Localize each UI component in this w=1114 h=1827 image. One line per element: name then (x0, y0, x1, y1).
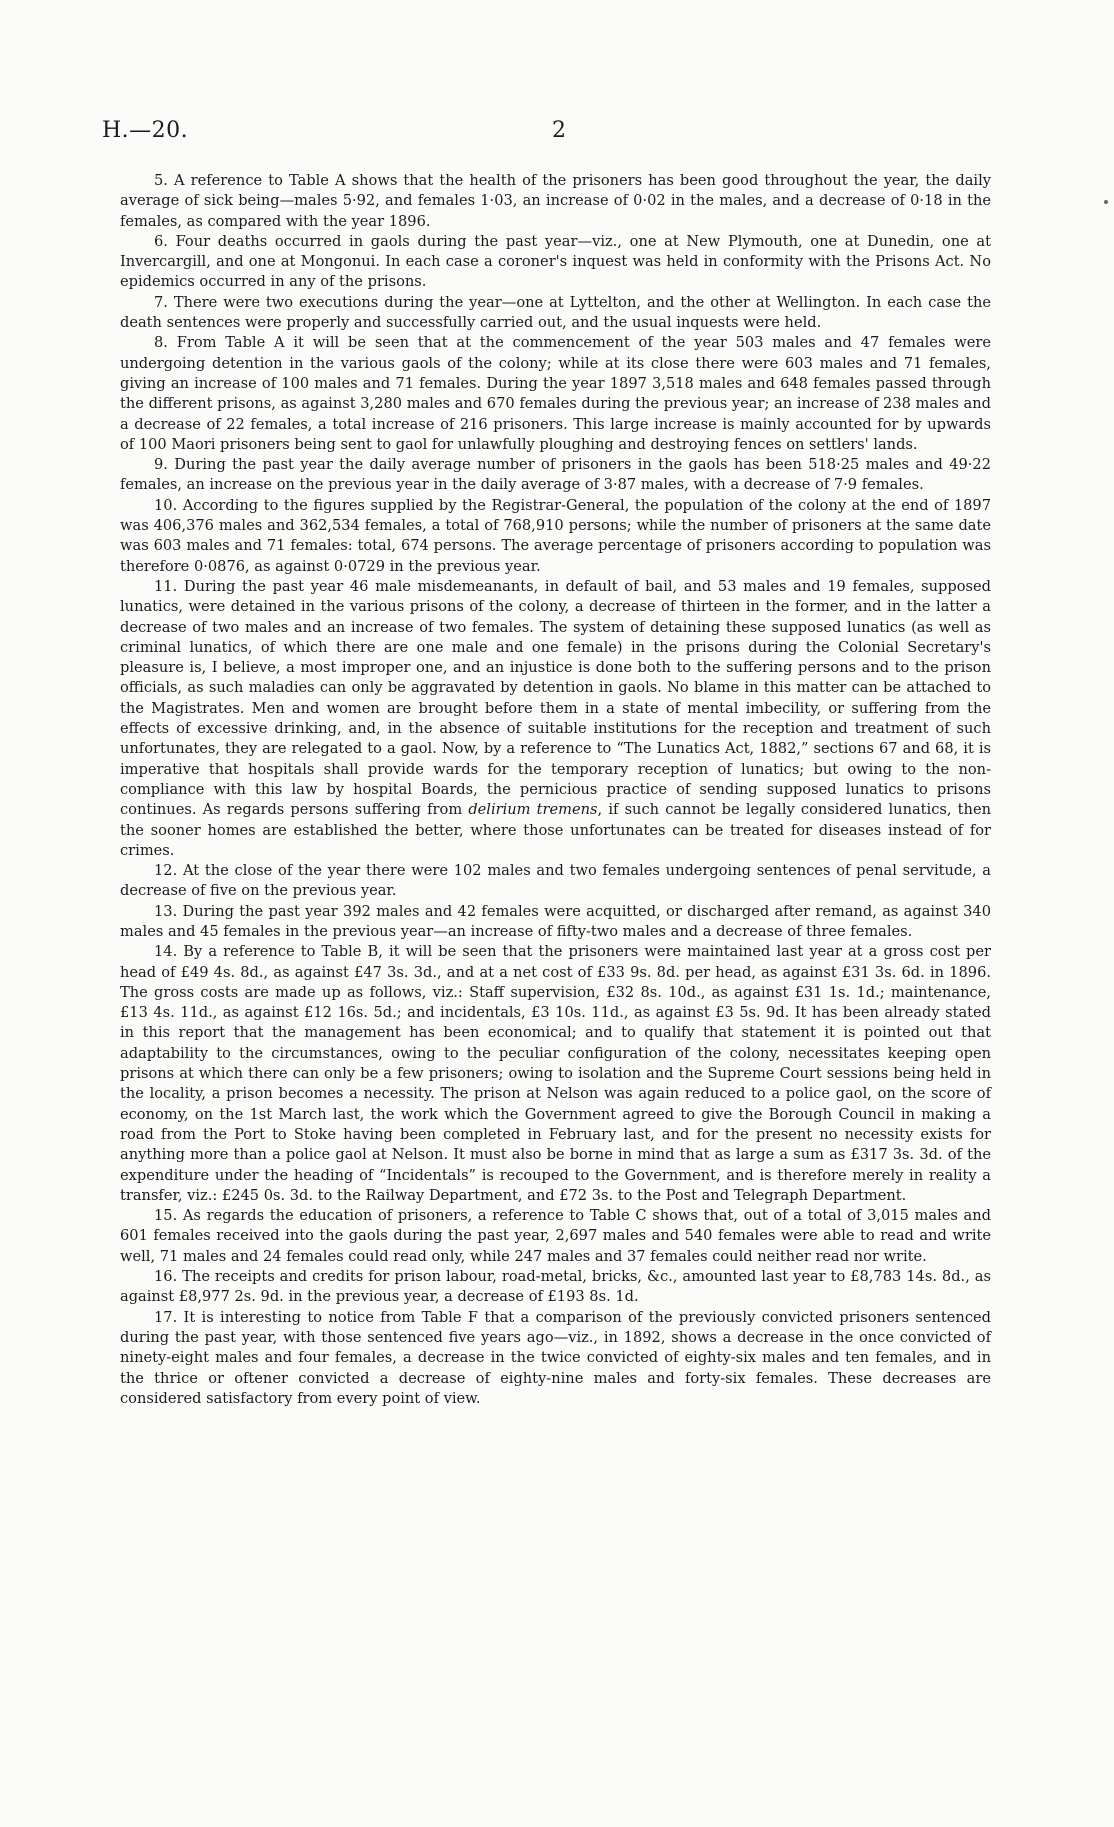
page-number: 2 (552, 118, 566, 143)
document-body (120, 171, 991, 1409)
paragraph-5: 5. A reference to Table A shows that the health of the prisoners has been good throughout the year, the daily average of sick being—males 5·92, and females 1·03, an increase of 0·02 in the males, and a decrease of 0·18 in the females, as compared with the year 1896. (120, 172, 991, 230)
paragraph-7: 7. There were two executions during the year—one at Lyttelton, and the other at Wellington. In each case the death sentences were properly and successfully carried out, and the usual inquests were held. (120, 293, 991, 332)
paragraph-13: 13. During the past year 392 males and 42 females were acquitted, or discharged after remand, as against 340 males and 45 females in the previous year—an increase of fifty-two males and a decrease of three females. (120, 902, 991, 940)
paragraph-10: 10. According to the figures supplied by the Registrar-General, the population of the colony at the end of 1897 was 406,376 males and 362,534 females, a total of 768,910 persons; while the number of prisoners at the same date was 603 males and 71 females: total, 674 persons. The average percentage of prisoners according to population was therefore 0·0876, as against 0·0729 in the previous year. (120, 496, 991, 575)
paragraph-6: 6. Four deaths occurred in gaols during the past year—viz., one at New Plymouth, one at Dunedin, one at Invercargill, and one at Mongonui. In each case a coroner's inquest was held in conformity with the Prisons Act. No epidemics occurred in any of the prisons. (120, 232, 991, 291)
paragraph-11-emphasis: delirium tremens (468, 801, 598, 819)
paragraph-16: 16. The receipts and credits for prison labour, road-metal, bricks, &c., amounted last year to £8,783 14s. 8d., as against £8,977 2s. 9d. in the previous year, a decrease of £193 8s. 1d. (120, 1268, 991, 1306)
paragraph-17: 17. It is interesting to notice from Table F that a comparison of the previously convicted prisoners sentenced during the past year, with those sentenced five years ago—viz., in 1892, shows a decrease in the once convicted of ninety-eight males and four females, a decrease in the twice convicted of eighty-six males and ten females, and in the thrice or oftener convicted a decrease of eighty-nine males and forty-six females. These decreases are considered satisfactory from every point of view. (120, 1308, 991, 1407)
paragraph-15: 15. As regards the education of prisoners, a reference to Table C shows that, out of a total of 3,015 males and 601 females received into the gaols during the past year, 2,697 males and 540 females were able to read and write well, 71 males and 24 females could read only, while 247 males and 37 females could neither read nor write. (120, 1207, 991, 1265)
paragraph-12: 12. At the close of the year there were 102 males and two females undergoing sentences of penal servitude, a decrease of five on the previous year. (120, 862, 991, 900)
margin-mark (1104, 200, 1108, 204)
paragraph-14: 14. By a reference to Table B, it will be seen that the prisoners were maintained last year at a gross cost per head of £49 4s. 8d., as against £47 3s. 3d., and at a net cost of £33 9s. 8d. per head, as against £31 3s. 6d. in 1896. The gross costs are made up as follows, viz.: Staff supervision, £32 8s. 10d., as against £31 1s. 1d.; maintenance, £13 4s. 11d., as against £12 16s. 5d.; and incidentals, £3 10s. 11d., as against £3 5s. 9d. It has been already stated in this report that the management has been economical; and to qualify that statement it is pointed out that adaptability to the circumstances, owing to the peculiar configuration of the colony, necessitates keeping open prisons at which there can only be a few prisoners; owing to isolation and the Supreme Court sessions being held in the locality, a prison becomes a necessity. The prison at Nelson was again reduced to a police gaol, on the score of economy, on the 1st March last, the work which the Government agreed to give the Borough Council in making a road from the Port to Stoke having been completed in February last, and for the present no necessity exists for anything more than a police gaol at Nelson. It must also be borne in mind that as large a sum as £317 3s. 3d. of the expenditure under the heading of “Incidentals” is recouped to the Government, and is therefore merely in reality a transfer, viz.: £245 0s. 3d. to the Railway Department, and £72 3s. to the Post and Telegraph Department. (120, 943, 991, 1204)
paragraph-11-text-after: , if such cannot be legally considered lunatics, then the sooner homes are established the better, where those unfortunates can be treated for diseases instead of for crimes. (120, 801, 991, 859)
page-header (102, 118, 1016, 148)
document-reference: H.—20. (102, 118, 189, 143)
paragraph-11-text-before: 11. During the past year 46 male misdemeanants, in default of bail, and 53 males and 19 females, supposed lunatics, were detained in the various prisons of the colony, a decrease of thirteen in the former, and in the latter a decrease of two males and an increase of two females. The system of detaining these supposed lunatics (as well as criminal lunatics, of which there are one male and one female) in the prisons during the Colonial Secretary's pleasure is, I believe, a most improper one, and an injustice is done both to the suffering persons and to the prison officials, as such maladies can only be aggravated by detention in gaols. No blame in this matter can be attached to the Magistrates. Men and women are brought before them in a state of mental imbecility, or suffering from the effects of excessive drinking, and, in the absence of suitable institutions for the reception and treatment of such unfortunates, they are relegated to a gaol. Now, by a reference to “The Lunatics Act, 1882,” sections 67 and 68, it is imperative that hospitals shall provide wards for the temporary reception of lunatics; but owing to the non-compliance with this law by hospital Boards, the pernicious practice of sending supposed lunatics to prisons continues. As regards persons suffering from (120, 577, 991, 819)
paragraph-9: 9. During the past year the daily average number of prisoners in the gaols has been 518·25 males and 49·22 females, an increase on the previous year in the daily average of 3·87 males, with a decrease of 7·9 females. (120, 456, 991, 494)
paragraph-8: 8. From Table A it will be seen that at the commencement of the year 503 males and 47 females were undergoing detention in the various gaols of the colony; while at its close there were 603 males and 71 females, giving an increase of 100 males and 71 females. During the year 1897 3,518 males and 648 females passed through the different prisons, as against 3,280 males and 670 females during the previous year; an increase of 238 males and a decrease of 22 females, a total increase of 216 prisoners. This large increase is mainly accounted for by upwards of 100 Maori prisoners being sent to gaol for unlawfully ploughing and destroying fences on settlers' lands. (120, 334, 991, 453)
paragraph-11 (120, 577, 991, 861)
